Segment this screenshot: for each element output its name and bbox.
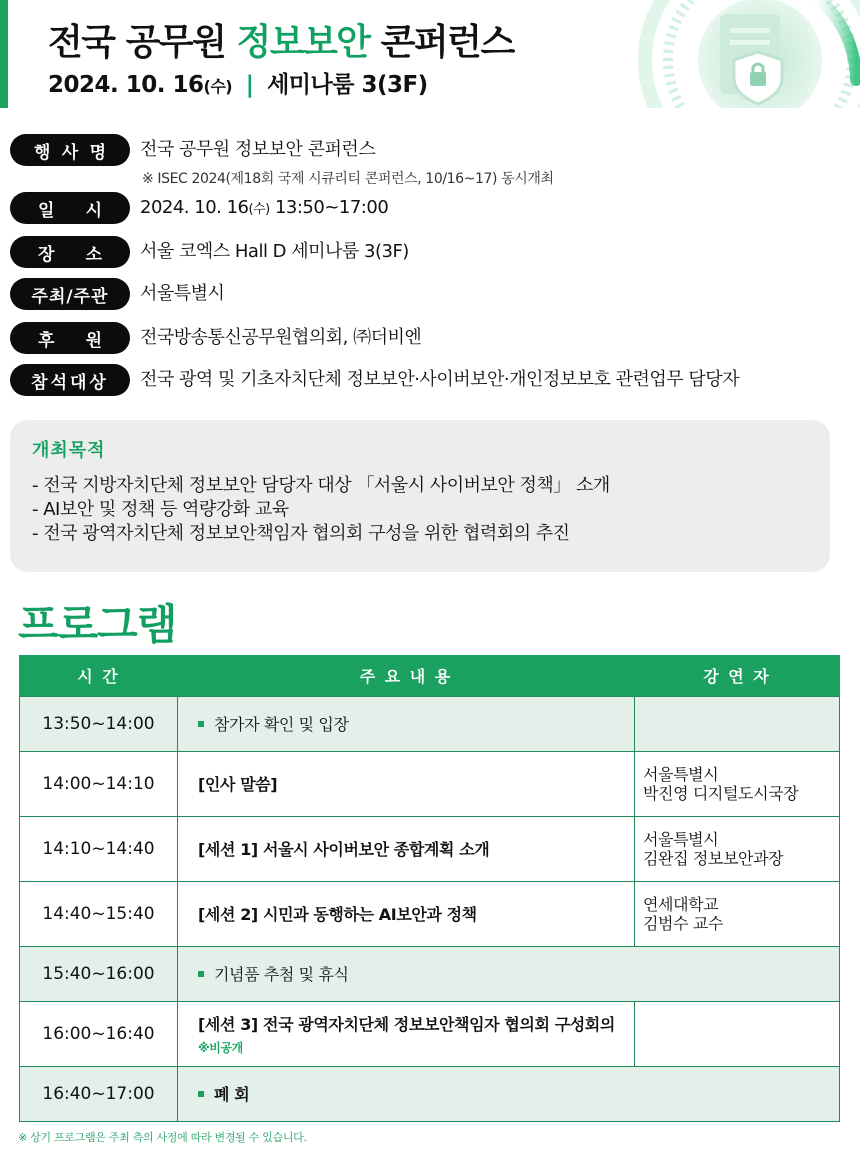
- header-accent-bar: [0, 0, 8, 108]
- label-pill: 행 사 명: [10, 134, 130, 166]
- time-cell: 14:00~14:10: [20, 751, 178, 816]
- time-cell: 13:50~14:00: [20, 696, 178, 751]
- content-cell: [세션 1] 서울시 사이버보안 종합계획 소개: [178, 816, 635, 881]
- label-pill: 일 시: [10, 192, 130, 224]
- list-item: - 전국 광역자치단체 정보보안책임자 협의회 구성을 위한 협력회의 추진: [32, 523, 570, 544]
- table-header-row: [20, 655, 840, 696]
- table-row: [20, 816, 840, 881]
- table-row: [20, 1001, 840, 1066]
- table-row: [20, 881, 840, 946]
- purpose-list: [32, 474, 610, 546]
- info-value: 서울 코엑스 Hall D 세미나룸 3(3F): [140, 241, 409, 262]
- info-row-target: [10, 364, 739, 396]
- speaker-cell: [635, 696, 840, 751]
- time-cell: 15:40~16:00: [20, 946, 178, 1001]
- table-row: [20, 751, 840, 816]
- purpose-box: [10, 420, 830, 572]
- list-item: - 전국 지방자치단체 정보보안 담당자 대상 「서울시 사이버보안 정책」 소개: [32, 475, 610, 496]
- time-cell: 14:40~15:40: [20, 881, 178, 946]
- info-value: 전국 광역 및 기초자치단체 정보보안·사이버보안·개인정보보호 관련업무 담당자: [140, 369, 740, 390]
- speaker-cell: [635, 1001, 840, 1066]
- info-row-date: [10, 192, 388, 226]
- label-pill: 주최/주관: [10, 278, 130, 310]
- table-row: [20, 1066, 840, 1121]
- private-note: ※비공개: [198, 1040, 243, 1055]
- table-row: [20, 946, 840, 1001]
- separator: |: [245, 72, 254, 98]
- shield-lock-document-icon: [560, 0, 860, 108]
- content-cell: 기념품 추첨 및 휴식: [178, 946, 840, 1001]
- info-value: 전국 공무원 정보보안 콘퍼런스: [140, 139, 376, 160]
- info-row-place: [10, 236, 409, 268]
- speaker-cell: 서울특별시 박진영 디지털도시국장: [635, 751, 840, 816]
- time-cell: 14:10~14:40: [20, 816, 178, 881]
- table-row: [20, 696, 840, 751]
- bullet-icon: [198, 971, 204, 977]
- label-pill: 장 소: [10, 236, 130, 268]
- info-row-host: [10, 278, 224, 310]
- content-cell: [세션 2] 시민과 동행하는 AI보안과 정책: [178, 881, 635, 946]
- program-heading: 프로그램: [18, 600, 177, 649]
- column-header-time: 시 간: [20, 655, 178, 696]
- info-value: 서울특별시: [140, 283, 225, 304]
- content-cell: [인사 말씀]: [178, 751, 635, 816]
- time-cell: 16:00~16:40: [20, 1001, 178, 1066]
- info-value: 전국방송통신공무원협의회, ㈜더비엔: [140, 327, 422, 348]
- list-item: - AI보안 및 정책 등 역량강화 교육: [32, 499, 289, 520]
- label-pill: 후 원: [10, 322, 130, 354]
- bullet-icon: [198, 721, 204, 727]
- program-footnote: ※ 상기 프로그램은 주최 측의 사정에 따라 변경될 수 있습니다.: [18, 1131, 307, 1144]
- content-cell: 참가자 확인 및 입장: [178, 696, 635, 751]
- column-header-content: 주 요 내 용: [178, 655, 635, 696]
- page-title: 전국 공무원 정보보안 콘퍼런스: [48, 22, 514, 63]
- content-cell: [세션 3] 전국 광역자치단체 정보보안책임자 협의회 구성회의 ※비공개: [178, 1001, 635, 1066]
- time-cell: 16:40~17:00: [20, 1066, 178, 1121]
- event-date-venue: 2024. 10. 16(수) | 세미나룸 3(3F): [48, 72, 428, 98]
- program-table: [19, 655, 840, 1122]
- speaker-cell: 연세대학교 김범수 교수: [635, 881, 840, 946]
- column-header-speaker: 강 연 자: [635, 655, 840, 696]
- label-pill: 참석대상: [10, 364, 130, 396]
- info-row-sponsor: [10, 322, 421, 354]
- header-banner: [0, 0, 860, 108]
- info-row-event: [10, 134, 554, 187]
- content-cell: 폐 회: [178, 1066, 840, 1121]
- info-value: 2024. 10. 16(수) 13:50~17:00: [140, 197, 389, 218]
- info-note: ※ ISEC 2024(제18회 국제 시큐리티 콘퍼런스, 10/16~17) 동시개최: [142, 171, 554, 187]
- title-accent: 정보보안: [236, 22, 370, 63]
- bullet-icon: [198, 1091, 204, 1097]
- speaker-cell: 서울특별시 김완집 정보보안과장: [635, 816, 840, 881]
- purpose-title: 개최목적: [32, 440, 106, 461]
